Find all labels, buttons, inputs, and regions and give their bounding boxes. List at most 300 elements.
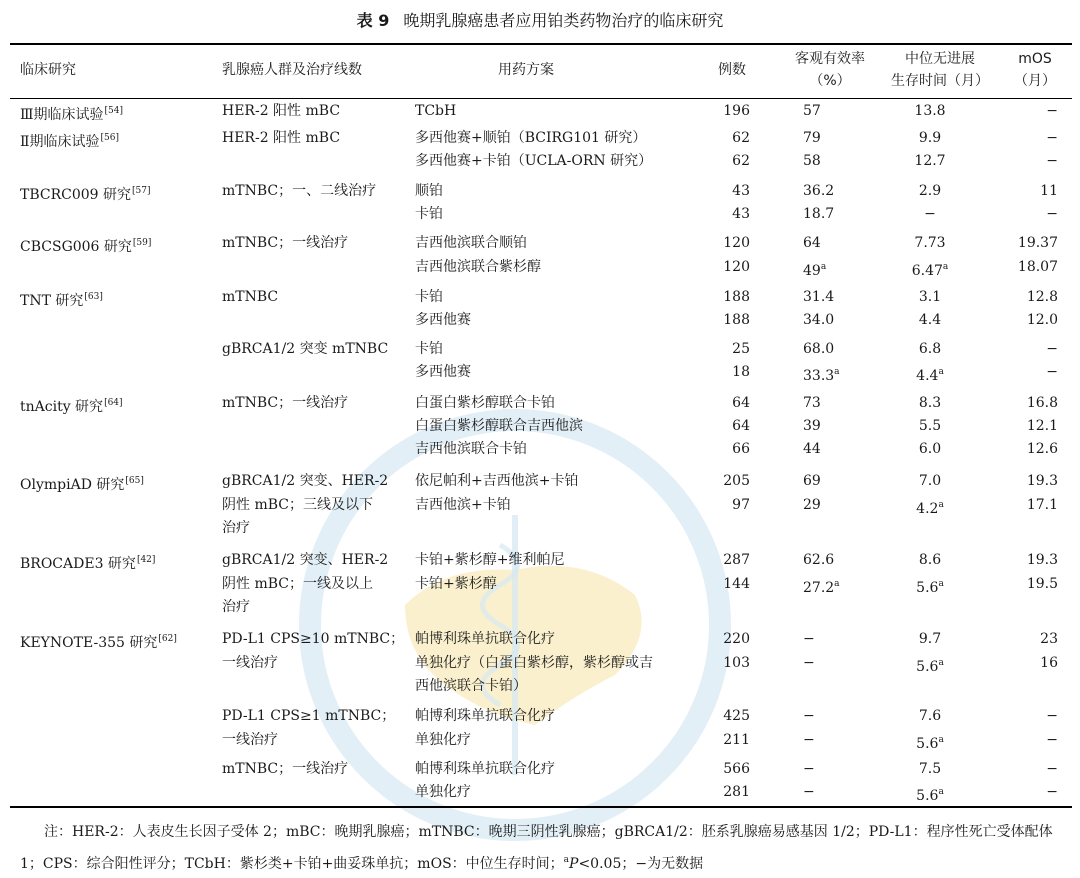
cell-mos-text: 17.1	[1026, 497, 1058, 513]
cell-population	[222, 549, 388, 572]
cell-n-text: 281	[723, 784, 750, 800]
cell-mos-text: −	[1046, 341, 1058, 357]
cell-mos	[1010, 705, 1058, 728]
cell-regimen	[415, 729, 471, 752]
significance-marker: a	[938, 787, 944, 797]
top-rule	[10, 43, 1072, 45]
cell-pfs	[895, 256, 965, 283]
cell-regimen	[415, 392, 555, 415]
cell-mos-text: −	[1046, 708, 1058, 724]
cell-mos-text: 11	[1040, 183, 1058, 199]
cell-n	[700, 470, 750, 493]
cell-regimen	[415, 758, 555, 781]
cell-study-text: tnAcity 研究	[20, 399, 104, 415]
cell-population	[222, 517, 250, 540]
cell-orr	[803, 438, 821, 461]
cell-orr	[803, 573, 840, 600]
cell-regimen	[415, 150, 652, 173]
cell-orr-text: 58	[803, 153, 821, 169]
cell-population	[222, 470, 388, 493]
cell-regimen	[415, 203, 443, 226]
cell-mos	[1010, 628, 1058, 651]
cell-regimen	[415, 100, 456, 123]
cell-regimen	[415, 180, 443, 203]
cell-study	[20, 100, 123, 127]
cell-regimen	[415, 361, 471, 384]
cell-orr	[803, 729, 815, 752]
cell-orr	[803, 652, 815, 675]
cell-regimen	[415, 256, 541, 279]
cell-orr-text: −	[803, 784, 815, 800]
cell-pfs-text: 7.6	[918, 708, 942, 724]
cell-regimen-text: 单独化疗	[415, 732, 471, 748]
cell-n-text: 287	[723, 552, 750, 568]
cell-population	[222, 596, 250, 619]
cell-orr	[803, 781, 815, 804]
citation-ref: [59]	[132, 238, 152, 248]
cell-orr-text: 73	[803, 395, 821, 411]
cell-orr	[803, 758, 815, 781]
significance-marker: a	[942, 262, 949, 272]
citation-ref: [65]	[125, 476, 144, 486]
cell-orr-text: 39	[803, 418, 821, 434]
cell-study	[20, 549, 155, 576]
cell-pfs	[895, 180, 965, 203]
cell-mos-text: −	[1046, 732, 1058, 748]
cell-population-text: gBRCA1/2 突变、HER-2	[222, 473, 389, 489]
cell-orr-text: −	[803, 761, 815, 777]
cell-n-text: 196	[723, 103, 750, 119]
cell-population-text: 治疗	[222, 599, 250, 615]
cell-regimen-text: 卡铂	[415, 341, 443, 357]
cell-mos-text: 19.5	[1026, 576, 1058, 592]
cell-pfs	[895, 150, 965, 173]
cell-pfs	[895, 549, 965, 572]
cell-regimen-text: 卡铂+紫杉醇	[415, 576, 497, 592]
cell-study-text: OlympiAD 研究	[20, 477, 125, 493]
cell-mos-text: −	[1046, 364, 1058, 380]
cell-regimen	[415, 652, 653, 675]
cell-pfs	[895, 203, 965, 226]
cell-n	[700, 256, 750, 279]
cell-mos	[1010, 494, 1058, 517]
cell-population-text: gBRCA1/2 突变、HER-2	[222, 552, 389, 568]
cell-regimen	[415, 232, 527, 255]
cell-n-text: 43	[732, 183, 750, 199]
cell-n	[700, 705, 750, 728]
cell-orr	[803, 127, 821, 150]
cell-mos-text: 19.37	[1017, 235, 1058, 251]
cell-regimen-text: 顺铂	[415, 183, 443, 199]
cell-population	[222, 286, 278, 309]
header-population: 乳腺癌人群及治疗线数	[222, 62, 362, 78]
header-mos	[1010, 48, 1060, 92]
significance-marker: a	[938, 658, 944, 668]
cell-orr-text: 69	[803, 473, 821, 489]
cell-mos	[1010, 392, 1058, 415]
cell-mos-text: 12.1	[1026, 418, 1058, 434]
header-regimen: 用药方案	[498, 62, 554, 78]
cell-study	[20, 470, 144, 497]
cell-pfs-text: 4.4	[916, 368, 939, 384]
cell-study-text: KEYNOTE-355 研究	[20, 635, 158, 651]
cell-orr	[803, 100, 821, 123]
citation-ref: [63]	[84, 292, 103, 302]
cell-population	[222, 758, 348, 781]
table-title	[0, 8, 1080, 31]
cell-n-text: 120	[723, 259, 750, 275]
cell-orr-text: 57	[803, 103, 821, 119]
cell-study	[20, 232, 151, 259]
cell-pfs-text: 8.3	[918, 395, 942, 411]
cell-n-text: 211	[723, 732, 750, 748]
cell-pfs-text: 4.4	[918, 312, 942, 328]
cell-mos-text: 16	[1040, 655, 1058, 671]
cell-regimen-text: 帕博利珠单抗联合化疗	[415, 761, 555, 777]
cell-orr	[803, 494, 821, 517]
significance-marker: a	[938, 735, 944, 745]
cell-pfs-text: 9.7	[918, 631, 942, 647]
cell-mos-text: 12.0	[1026, 312, 1058, 328]
cell-pfs	[895, 573, 965, 600]
cell-pfs-text: 4.2	[916, 501, 939, 517]
cell-n	[700, 180, 750, 203]
cell-pfs-text: 8.6	[918, 552, 942, 568]
cell-orr	[803, 256, 826, 283]
cell-population	[222, 652, 278, 675]
cell-orr-text: 79	[803, 130, 821, 146]
cell-n-text: 64	[732, 395, 750, 411]
cell-mos-text: 19.3	[1026, 473, 1058, 489]
cell-orr-text: 64	[803, 235, 821, 251]
citation-ref: [62]	[158, 634, 177, 644]
table-footnote: 注：HER-2：人表皮生长因子受体 2；mBC：晚期乳腺癌；mTNBC：晚期三阴性乳腺癌；gBRCA1/2：胚系乳腺癌易感基因 1/2；PD-L1：程序性死亡受体配体 1；CPS：综合阳性评分；TCbH：紫杉类+卡铂+曲妥珠单抗；mOS：中位生存时间；$^a$P<0.05；−为无数据	[20, 824, 1053, 872]
cell-regimen	[415, 573, 497, 596]
cell-population	[222, 705, 395, 728]
cell-mos-text: 12.6	[1026, 441, 1058, 457]
cell-pfs	[895, 705, 965, 728]
cell-study-text: CBCSG006 研究	[20, 239, 132, 255]
cell-mos	[1010, 549, 1058, 572]
cell-mos	[1010, 438, 1058, 461]
cell-pfs	[895, 628, 965, 651]
cell-pfs	[895, 729, 965, 756]
cell-mos	[1010, 309, 1058, 332]
cell-orr	[803, 415, 821, 438]
cell-population-text: mTNBC；一线治疗	[222, 761, 349, 777]
header-mos-line2: （月）	[1014, 73, 1056, 89]
cell-regimen	[415, 628, 555, 651]
cell-n	[700, 628, 750, 651]
cell-orr-text: 33.3	[803, 368, 835, 384]
cell-n	[700, 494, 750, 517]
cell-mos	[1010, 415, 1058, 438]
cell-regimen-text: 帕博利珠单抗联合化疗	[415, 631, 555, 647]
cell-mos-text: 16.8	[1026, 395, 1058, 411]
cell-mos	[1010, 180, 1058, 203]
cell-population	[222, 573, 373, 596]
cell-orr	[803, 309, 834, 332]
cell-pfs	[895, 494, 965, 521]
cell-study-text: BROCADE3 研究	[20, 556, 136, 572]
cell-mos	[1010, 573, 1058, 596]
cell-n	[700, 781, 750, 804]
cell-mos	[1010, 150, 1058, 173]
cell-study-text: TNT 研究	[20, 293, 84, 309]
cell-orr	[803, 392, 821, 415]
cell-pfs	[895, 100, 965, 123]
header-pfs	[880, 48, 1000, 92]
cell-study	[20, 286, 103, 313]
cell-mos	[1010, 127, 1058, 150]
cell-pfs-text: 3.1	[918, 289, 942, 305]
cell-population	[222, 338, 388, 361]
cell-orr-text: 49	[803, 263, 821, 279]
cell-pfs-text: 5.6	[916, 788, 939, 804]
cell-n	[700, 203, 750, 226]
cell-pfs-text: 6.0	[918, 441, 942, 457]
cell-pfs	[895, 309, 965, 332]
cell-mos-text: −	[1046, 103, 1058, 119]
cell-pfs-text: 2.9	[918, 183, 942, 199]
cell-n	[700, 549, 750, 572]
cell-regimen-text: 多西他赛+顺铂（BCIRG101 研究）	[415, 130, 647, 146]
cell-orr	[803, 470, 821, 493]
cell-n-text: 25	[732, 341, 750, 357]
cell-orr-text: −	[803, 655, 815, 671]
cell-n	[700, 100, 750, 123]
header-study: 临床研究	[20, 62, 76, 78]
cell-mos-text: 18.07	[1017, 259, 1058, 275]
cell-orr-text: −	[803, 631, 815, 647]
citation-ref: [57]	[132, 186, 151, 196]
cell-mos-text: −	[1046, 784, 1058, 800]
cell-pfs	[895, 652, 965, 679]
cell-population	[222, 392, 348, 415]
cell-orr	[803, 361, 840, 388]
cell-population-text: mTNBC；一、二线治疗	[222, 183, 377, 199]
cell-regimen-text: 西他滨联合卡铂）	[415, 678, 527, 694]
cell-regimen	[415, 494, 511, 517]
cell-population-text: 一线治疗	[222, 655, 278, 671]
cell-orr-text: 34.0	[803, 312, 835, 328]
cell-study-text: Ⅲ期临床试验	[20, 107, 104, 123]
cell-orr	[803, 549, 834, 572]
cell-pfs-text: 9.9	[918, 130, 942, 146]
cell-orr	[803, 286, 834, 309]
cell-n-text: 64	[732, 418, 750, 434]
cell-study-text: Ⅱ期临床试验	[20, 134, 100, 150]
cell-n-text: 97	[732, 497, 750, 513]
cell-population	[222, 100, 340, 123]
cell-n-text: 66	[732, 441, 750, 457]
cell-regimen-text: 吉西他滨联合卡铂	[415, 441, 527, 457]
cell-n-text: 103	[723, 655, 750, 671]
cell-population-text: 治疗	[222, 520, 250, 536]
cell-n	[700, 438, 750, 461]
cell-regimen	[415, 309, 471, 332]
cell-n-text: 62	[732, 153, 750, 169]
cell-n	[700, 573, 750, 596]
cell-regimen	[415, 549, 564, 572]
cell-pfs	[895, 232, 965, 255]
cell-population-text: 阴性 mBC；一线及以上	[222, 576, 373, 592]
cell-n-text: 18	[732, 364, 750, 380]
cell-regimen-text: 多西他赛	[415, 312, 471, 328]
cell-mos-text: −	[1046, 130, 1058, 146]
cell-study	[20, 628, 177, 655]
cell-mos-text: 23	[1040, 631, 1058, 647]
cell-n-text: 62	[732, 130, 750, 146]
cell-mos	[1010, 652, 1058, 675]
cell-population-text: 一线治疗	[222, 732, 278, 748]
cell-regimen	[415, 127, 646, 150]
header-pfs-line2: 生存时间（月）	[891, 73, 989, 89]
cell-n	[700, 127, 750, 150]
citation-ref: [56]	[100, 133, 119, 143]
cell-pfs-text: 5.5	[918, 418, 942, 434]
cell-n	[700, 361, 750, 384]
cell-n	[700, 338, 750, 361]
cell-population-text: 阴性 mBC；三线及以下	[222, 497, 373, 513]
cell-mos-text: −	[1046, 206, 1058, 222]
cell-n	[700, 652, 750, 675]
cell-n-text: 566	[723, 761, 750, 777]
cell-mos	[1010, 100, 1058, 123]
cell-pfs-text: 13.8	[914, 103, 946, 119]
table-number: 表 9	[356, 11, 390, 30]
cell-orr-text: −	[803, 732, 815, 748]
cell-population	[222, 232, 348, 255]
cell-orr-text: 27.2	[803, 580, 835, 596]
cell-n-text: 188	[723, 289, 750, 305]
cell-mos-text: −	[1046, 153, 1058, 169]
cell-n-text: 188	[723, 312, 750, 328]
cell-regimen-text: 依尼帕利+吉西他滨+卡铂	[415, 473, 579, 489]
cell-pfs	[895, 286, 965, 309]
cell-mos-text: −	[1046, 761, 1058, 777]
association-watermark	[285, 395, 745, 855]
table-caption: 晚期乳腺癌患者应用铂类药物治疗的临床研究	[403, 11, 724, 30]
cell-mos	[1010, 470, 1058, 493]
cell-n-text: 205	[723, 473, 750, 489]
header-n: 例数	[718, 62, 746, 78]
cell-regimen-text: 卡铂+紫杉醇+维利帕尼	[415, 552, 565, 568]
cell-regimen-text: 帕博利珠单抗联合化疗	[415, 708, 555, 724]
cell-regimen-text: 多西他赛	[415, 364, 471, 380]
cell-pfs	[895, 470, 965, 493]
cell-n-text: 425	[723, 708, 750, 724]
cell-pfs-text: 5.6	[916, 659, 939, 675]
cell-n	[700, 232, 750, 255]
cell-regimen-text: 吉西他滨+卡铂	[415, 497, 511, 513]
significance-marker: a	[938, 579, 944, 589]
header-pfs-line1: 中位无进展	[905, 51, 975, 67]
cell-orr-text: 18.7	[803, 206, 835, 222]
cell-regimen	[415, 705, 555, 728]
cell-n	[700, 286, 750, 309]
cell-study-text: TBCRC009 研究	[20, 187, 132, 203]
cell-orr-text: 29	[803, 497, 821, 513]
cell-mos	[1010, 338, 1058, 361]
significance-marker: a	[820, 262, 827, 272]
cell-regimen-text: 白蛋白紫杉醇联合吉西他滨	[415, 418, 583, 434]
cell-orr	[803, 338, 834, 361]
cell-orr-text: 36.2	[803, 183, 835, 199]
cell-regimen-text: 卡铂	[415, 206, 443, 222]
cell-pfs-text: 7.0	[918, 473, 942, 489]
cell-regimen-text: 吉西他滨联合顺铂	[415, 235, 527, 251]
cell-pfs-text: 6.47	[911, 263, 943, 279]
cell-mos	[1010, 256, 1058, 279]
cell-pfs	[895, 415, 965, 438]
cell-orr	[803, 232, 821, 255]
cell-n	[700, 758, 750, 781]
cell-pfs-text: 7.5	[918, 761, 942, 777]
header-orr-line1: 客观有效率	[795, 51, 865, 67]
cell-study	[20, 392, 123, 419]
cell-regimen-text: 单独化疗	[415, 784, 471, 800]
cell-mos-text: 19.3	[1026, 552, 1058, 568]
cell-n	[700, 309, 750, 332]
cell-population-text: mTNBC；一线治疗	[222, 235, 349, 251]
cell-regimen	[415, 415, 583, 438]
cell-n-text: 144	[723, 576, 750, 592]
cell-pfs	[895, 438, 965, 461]
cell-mos	[1010, 781, 1058, 804]
cell-pfs	[895, 361, 965, 388]
cell-orr	[803, 628, 815, 651]
cell-study	[20, 180, 151, 207]
cell-pfs-text: 12.7	[914, 153, 946, 169]
cell-orr	[803, 705, 815, 728]
significance-marker: a	[938, 500, 944, 510]
cell-n	[700, 150, 750, 173]
cell-population-text: PD-L1 CPS≥1 mTNBC；	[222, 708, 396, 724]
cell-n	[700, 729, 750, 752]
cell-orr-text: 62.6	[803, 552, 835, 568]
cell-pfs	[895, 758, 965, 781]
cell-pfs	[895, 392, 965, 415]
citation-ref: [42]	[136, 555, 156, 565]
cell-mos	[1010, 729, 1058, 752]
cell-pfs-text: 5.6	[916, 580, 939, 596]
cell-mos	[1010, 758, 1058, 781]
cell-population	[222, 127, 340, 150]
cell-mos	[1010, 232, 1058, 255]
cell-regimen	[415, 286, 443, 309]
header-orr	[775, 48, 885, 92]
cell-regimen	[415, 338, 443, 361]
significance-marker: a	[834, 367, 840, 377]
cell-population	[222, 628, 404, 651]
header-orr-line2: （%）	[809, 73, 851, 89]
cell-pfs	[895, 127, 965, 150]
cell-population	[222, 729, 278, 752]
cell-mos	[1010, 203, 1058, 226]
cell-n-text: 43	[732, 206, 750, 222]
cell-population-text: HER-2 阳性 mBC	[222, 103, 341, 119]
cell-population-text: gBRCA1/2 突变 mTNBC	[222, 341, 389, 357]
significance-marker: a	[834, 579, 840, 589]
cell-n	[700, 392, 750, 415]
cell-mos	[1010, 361, 1058, 384]
header-rule	[10, 98, 1072, 99]
cell-pfs-text: 6.8	[918, 341, 942, 357]
cell-n	[700, 415, 750, 438]
cell-orr-text: 68.0	[803, 341, 835, 357]
cell-population-text: HER-2 阳性 mBC	[222, 130, 341, 146]
